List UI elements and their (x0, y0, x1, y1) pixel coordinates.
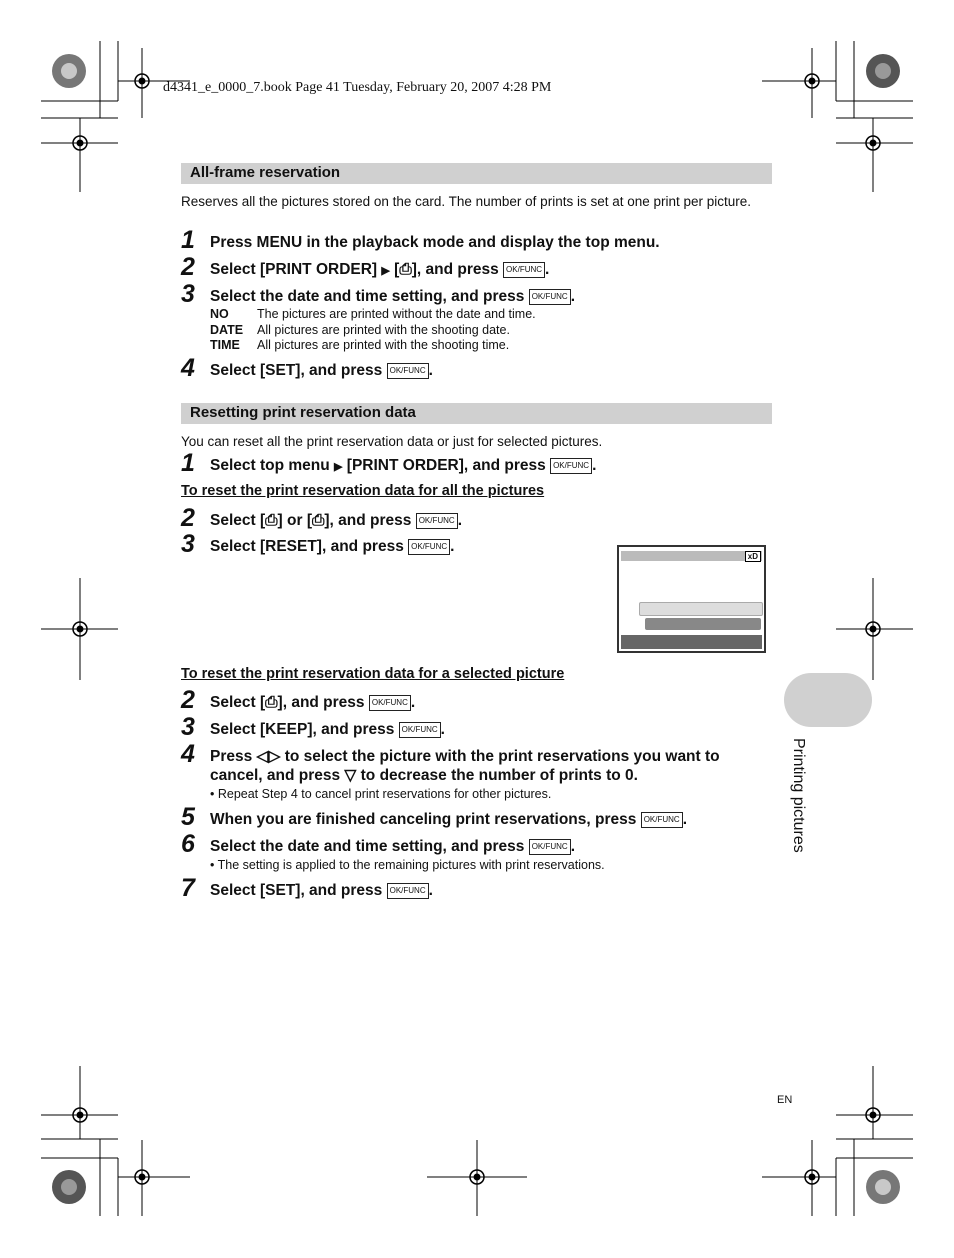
step-number: 2 (181, 504, 195, 532)
screen-footer-bar (621, 635, 762, 649)
option-key: NO (210, 307, 229, 321)
all-print-icon: ⎙ (399, 261, 412, 278)
step-text: Select [⎙] or [⎙], and press OK/FUNC . (210, 512, 463, 529)
keep-option-bar (645, 618, 761, 630)
step-number: 6 (181, 830, 195, 858)
right-arrow-icon: ▶ (381, 265, 390, 277)
step-text: Select the date and time setting, and press OK/FUNC . (210, 288, 576, 305)
section-heading-resetting (181, 403, 772, 424)
option-description: All pictures are printed with the shooting time. (257, 338, 510, 352)
step-number: 2 (181, 253, 195, 281)
option-key: TIME (210, 338, 240, 352)
subheading-selected-picture: To reset the print reservation data for a selected picture (181, 666, 565, 682)
subheading-all-pictures: To reset the print reservation data for all the pictures (181, 483, 545, 499)
option-key: DATE (210, 323, 244, 337)
step-text: Select [KEEP], and press OK/FUNC . (210, 721, 445, 738)
ok-func-button-icon: OK/FUNC (529, 289, 571, 305)
section-title: All-frame reservation (190, 164, 341, 181)
bullet-note: • The setting is applied to the remaining pictures with print reservations. (210, 858, 605, 872)
intro-paragraph: You can reset all the print reservation data or just for selected pictures. (181, 434, 603, 449)
ok-func-button-icon: OK/FUNC (550, 458, 592, 474)
step-number: 5 (181, 803, 195, 831)
camera-screen-illustration (617, 545, 766, 653)
all-print-icon: ⎙ (311, 512, 325, 529)
section-heading-all-frame (181, 163, 772, 184)
step-text: Select [SET], and press OK/FUNC . (210, 882, 433, 899)
step-text: Select [⎙], and press OK/FUNC . (210, 694, 416, 711)
ok-func-button-icon: OK/FUNC (416, 513, 458, 529)
section-title: Resetting print reservation data (190, 404, 416, 421)
step-text: When you are finished canceling print reservations, press OK/FUNC . (210, 811, 687, 828)
step-number: 3 (181, 713, 195, 741)
step-text: Press ◁▷ to select the picture with the print reservations you want to cancel, and press ▽ to decrease the number of prints to 0. (210, 748, 720, 784)
book-header-line: d4341_e_0000_7.book Page 41 Tuesday, February 20, 2007 4:28 PM (163, 80, 552, 95)
bullet-note: • Repeat Step 4 to cancel print reservations for other pictures. (210, 787, 552, 801)
right-arrow-icon: ▶ (334, 461, 343, 473)
step-number: 3 (181, 280, 195, 308)
language-code: EN (777, 1094, 793, 1106)
ok-func-button-icon: OK/FUNC (529, 839, 571, 855)
step-number: 4 (181, 354, 195, 382)
xd-card-badge: xD (745, 551, 761, 562)
step-text: Press MENU in the playback mode and display the top menu. (210, 234, 660, 251)
ok-func-button-icon: OK/FUNC (408, 539, 450, 555)
single-print-icon: ⎙ (265, 512, 278, 529)
ok-func-button-icon: OK/FUNC (387, 883, 429, 899)
step-text: Select top menu ▶ [PRINT ORDER], and press OK/FUNC . (210, 457, 597, 474)
ok-func-button-icon: OK/FUNC (387, 363, 429, 379)
ok-func-button-icon: OK/FUNC (399, 722, 441, 738)
option-description: All pictures are printed with the shooting date. (257, 323, 510, 337)
step-number: 2 (181, 686, 195, 714)
screen-title-bar (621, 551, 762, 561)
intro-paragraph: Reserves all the pictures stored on the card. The number of prints is set at one print per picture. (181, 194, 752, 209)
step-text: Select [PRINT ORDER] ▶ [⎙], and press OK/FUNC . (210, 261, 550, 278)
ok-func-button-icon: OK/FUNC (369, 695, 411, 711)
single-print-icon: ⎙ (265, 694, 278, 711)
option-description: The pictures are printed without the date and time. (257, 307, 536, 321)
chapter-side-label: Printing pictures (790, 738, 807, 853)
down-arrow-icon: ▽ (344, 767, 357, 784)
step-number: 1 (181, 226, 195, 254)
step-text: Select [RESET], and press OK/FUNC . (210, 538, 455, 555)
step-number: 3 (181, 530, 195, 558)
step-number: 4 (181, 740, 195, 768)
step-number: 7 (181, 874, 195, 902)
ok-func-button-icon: OK/FUNC (641, 812, 683, 828)
step-number: 1 (181, 449, 195, 477)
step-text: Select [SET], and press OK/FUNC . (210, 362, 433, 379)
reset-option-bar (639, 602, 763, 616)
chapter-side-tab (784, 673, 872, 727)
ok-func-button-icon: OK/FUNC (503, 262, 545, 278)
left-right-arrows-icon: ◁▷ (256, 748, 281, 765)
step-text: Select the date and time setting, and press OK/FUNC . (210, 838, 576, 855)
menu-button-label: MENU (256, 234, 303, 251)
